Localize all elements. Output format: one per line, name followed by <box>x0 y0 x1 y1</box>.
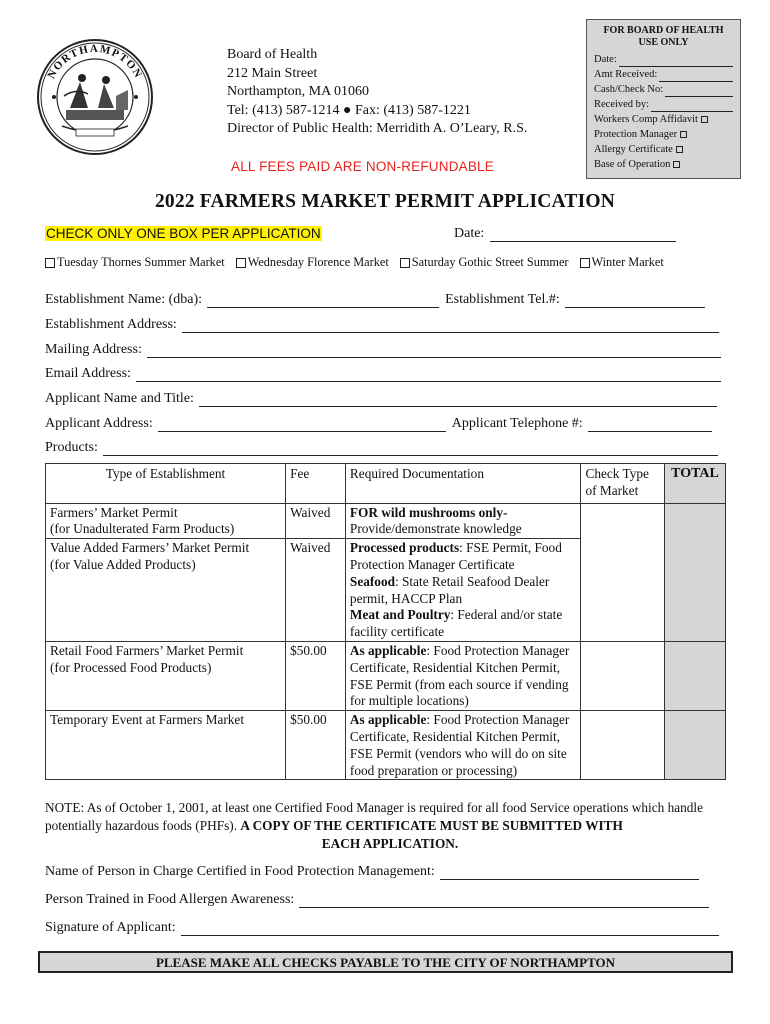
header-fee: Fee <box>286 464 346 504</box>
doc-bold: Meat and Poultry <box>349 607 451 623</box>
type-sub: (for Value Added Products) <box>50 556 196 572</box>
person-in-charge-label: Name of Person in Charge Certified in Food Protection Management: <box>45 864 435 879</box>
applicant-tel-label: Applicant Telephone #: <box>451 416 583 431</box>
doc-text: : Food Protection Manager Certificate, Residential Kitchen Permit, FSE Permit (from each source if vending for multiple locations) <box>349 642 570 709</box>
org-name: Board of Health <box>227 47 318 62</box>
board-received-line <box>651 100 733 112</box>
protection-checkbox[interactable] <box>680 131 687 138</box>
type-name: Value Added Farmers’ Market Permit <box>50 540 250 556</box>
market-label: Winter Market <box>591 255 664 269</box>
workers-checkbox[interactable] <box>701 116 708 123</box>
allergen-label: Person Trained in Food Allergen Awareness: <box>45 892 295 907</box>
board-amt-line <box>659 70 733 82</box>
date-field[interactable] <box>490 227 676 242</box>
person-in-charge-row <box>45 864 699 880</box>
table-header-row <box>46 464 726 504</box>
seal-text: NORTHAMPTON <box>45 42 145 81</box>
board-cash-line <box>665 85 733 97</box>
checkbox[interactable] <box>236 258 246 268</box>
header-doc: Required Documentation <box>345 464 581 504</box>
board-protection-label: Protection Manager <box>594 129 678 140</box>
base-checkbox[interactable] <box>673 161 680 168</box>
board-allergy-label: Allergy Certificate <box>594 144 673 155</box>
type-name: Farmers’ Market Permit <box>50 504 178 520</box>
market-option-winter[interactable] <box>580 255 664 270</box>
market-option-tuesday[interactable] <box>45 255 225 270</box>
allergy-checkbox[interactable] <box>676 146 683 153</box>
email-address-label: Email Address: <box>45 366 131 381</box>
doc-text: : Federal and/or state facility certificate <box>349 607 563 640</box>
doc-text: : Food Protection Manager Certificate, Residential Kitchen Permit, FSE Permit (vendors who will do on site food preparation or processing) <box>349 712 570 778</box>
city-seal-logo <box>36 38 154 156</box>
board-workers-label: Workers Comp Affidavit <box>594 114 698 125</box>
establishment-name-label: Establishment Name: (dba): <box>45 292 203 307</box>
checkbox[interactable] <box>45 258 55 268</box>
check-only-notice: CHECK ONLY ONE BOX PER APPLICATION <box>46 226 321 241</box>
table-row <box>46 503 726 539</box>
mailing-address-row <box>45 342 721 358</box>
fee-cell: Waived <box>286 539 346 642</box>
doc-text: : FSE Permit, Food Protection Manager Certificate <box>349 540 562 572</box>
checkbox[interactable] <box>580 258 590 268</box>
date-row <box>454 226 676 242</box>
doc-bold: FOR wild mushrooms only- <box>349 504 508 520</box>
applicant-name-row <box>45 391 717 407</box>
board-amt-label: Amt Received: <box>594 69 658 80</box>
total-cell[interactable] <box>665 641 726 710</box>
doc-text: Provide/demonstrate knowledge <box>349 521 522 537</box>
fees-notice: ALL FEES PAID ARE NON-REFUNDABLE <box>231 159 494 174</box>
doc-bold: As applicable <box>349 642 427 658</box>
products-field[interactable] <box>103 441 718 456</box>
address-block <box>227 46 527 139</box>
total-cell[interactable] <box>665 711 726 780</box>
establishment-name-row <box>45 292 705 308</box>
city-address: Northampton, MA 01060 <box>227 84 369 99</box>
applicant-address-label: Applicant Address: <box>45 416 153 431</box>
table-row <box>46 641 726 710</box>
products-row <box>45 440 718 456</box>
allergen-field[interactable] <box>299 893 709 908</box>
street-address: 212 Main Street <box>227 65 318 81</box>
type-sub: (for Unadulterated Farm Products) <box>50 521 235 537</box>
establishment-address-row <box>45 317 719 333</box>
allergen-row <box>45 892 709 908</box>
fee-cell: $50.00 <box>286 711 346 780</box>
note-bold-a: A COPY OF THE CERTIFICATE MUST BE SUBMITTED WITH <box>240 818 623 833</box>
check-cell[interactable] <box>581 641 665 710</box>
phone-fax: Tel: (413) 587-1214 ● Fax: (413) 587-1221 <box>227 102 471 118</box>
fee-cell: Waived <box>286 503 346 539</box>
board-date-line <box>619 55 733 67</box>
header-total: TOTAL <box>665 464 726 504</box>
type-name: Temporary Event at Farmers Market <box>50 712 245 728</box>
doc-bold: Seafood <box>349 573 395 589</box>
director: Director of Public Health: Merridith A. O’Leary, R.S. <box>227 121 528 136</box>
date-label: Date: <box>454 226 485 241</box>
establishment-table <box>45 463 726 780</box>
note-text: NOTE: As of October 1, 2001, at least one Certified Food Manager is required for all food Service operations which handle potentially hazardous foods (PHFs). <box>45 800 704 833</box>
establishment-address-field[interactable] <box>182 318 719 333</box>
market-option-saturday[interactable] <box>400 255 569 270</box>
establishment-name-field[interactable] <box>207 293 439 308</box>
market-label: Saturday Gothic Street Summer <box>411 255 569 269</box>
person-in-charge-field[interactable] <box>440 865 699 880</box>
email-address-field[interactable] <box>136 367 721 382</box>
type-sub: (for Processed Food Products) <box>50 659 212 675</box>
check-cell[interactable] <box>581 503 665 641</box>
applicant-address-field[interactable] <box>158 417 446 432</box>
check-cell[interactable] <box>581 711 665 780</box>
signature-label: Signature of Applicant: <box>45 920 176 935</box>
board-received-label: Received by: <box>594 99 650 110</box>
doc-bold: As applicable <box>349 712 427 728</box>
signature-field[interactable] <box>181 921 719 936</box>
establishment-tel-label: Establishment Tel.#: <box>445 292 560 307</box>
svg-text:NORTHAMPTON <box>45 43 144 81</box>
mailing-address-field[interactable] <box>147 343 721 358</box>
type-name: Retail Food Farmers’ Market Permit <box>50 642 244 658</box>
mailing-address-label: Mailing Address: <box>45 342 142 357</box>
total-cell[interactable] <box>665 503 726 641</box>
doc-text: : State Retail Seafood Dealer permit, HACCP Plan <box>349 573 550 606</box>
signature-row <box>45 920 719 936</box>
establishment-address-label: Establishment Address: <box>45 317 177 332</box>
board-use-only-box <box>586 19 741 179</box>
market-option-wednesday[interactable] <box>236 255 389 270</box>
applicant-address-row <box>45 416 712 432</box>
table-row <box>46 711 726 780</box>
market-options <box>45 255 664 270</box>
board-cash-label: Cash/Check No: <box>594 84 664 95</box>
header-check: Check Type of Market <box>581 464 665 504</box>
page-title: 2022 FARMERS MARKET PERMIT APPLICATION <box>154 191 616 212</box>
payable-notice: PLEASE MAKE ALL CHECKS PAYABLE TO THE CITY OF NORTHAMPTON <box>38 951 733 973</box>
certification-note <box>45 799 735 853</box>
board-base-label: Base of Operation <box>594 159 671 170</box>
applicant-tel-field[interactable] <box>588 417 712 432</box>
header-type: Type of Establishment <box>46 464 286 504</box>
board-box-title: FOR BOARD OF HEALTH USE ONLY <box>603 25 724 48</box>
establishment-tel-field[interactable] <box>565 293 705 308</box>
note-bold-b: EACH APPLICATION. <box>321 836 459 851</box>
fee-cell: $50.00 <box>286 641 346 710</box>
doc-bold: Processed products <box>349 540 460 556</box>
applicant-name-field[interactable] <box>199 392 717 407</box>
checkbox[interactable] <box>400 258 410 268</box>
market-label: Wednesday Florence Market <box>247 255 389 269</box>
board-date-label: Date: <box>594 54 617 65</box>
market-label: Tuesday Thornes Summer Market <box>57 255 225 269</box>
applicant-name-label: Applicant Name and Title: <box>45 391 194 406</box>
products-label: Products: <box>45 440 98 455</box>
email-address-row <box>45 366 721 382</box>
